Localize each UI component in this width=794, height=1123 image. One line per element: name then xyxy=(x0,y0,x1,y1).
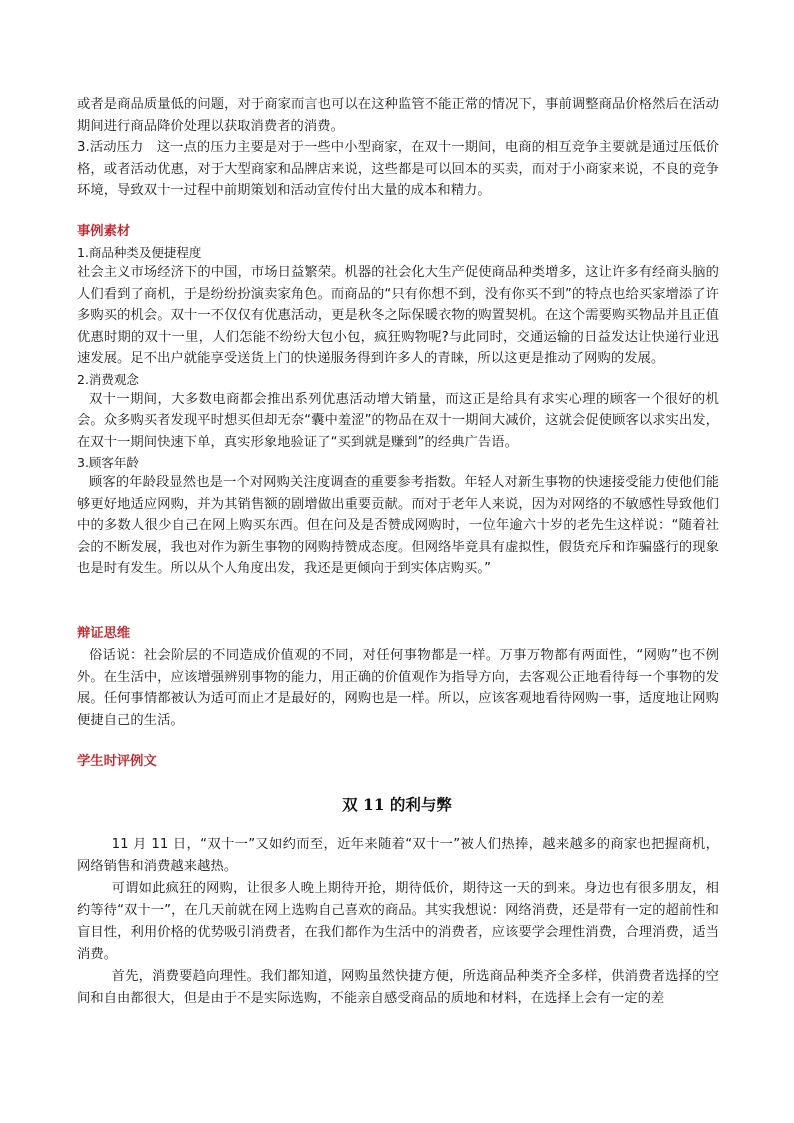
case-item-3-body: 顾客的年龄段显然也是一个对网购关注度调查的重要参考指数。年轻人对新生事物的快速接受能力使他们能够更好地适应网购，并为其销售额的剧增做出重要贡献。而对于老年人来说，因为对网络的不敏感性导致他们中的多数人很少自己在网上购买东西。但在问及是否赞成网购时，一位年逾六十岁的老先生这样说：“随着社会的不断发展，我也对作为新生事物的网购持赞成态度。但网络毕竟具有虚拟性，假货充斥和诈骗盛行的现象也是时有发生。所以从个人角度出发，我还是更倾向于到实体店购买。” xyxy=(77,475,719,576)
case-item-3-title: 3.顾客年龄 xyxy=(77,455,139,470)
essay-paragraph-2: 可谓如此疯狂的网购，让很多人晚上期待开抢，期待低价，期待这一天的到来。身边也有很多朋友，相约等待“双十一”，在几天前就在网上选购自己喜欢的商品。其实我想说：网络消费，还是带有一定的超前性和盲目性，利用价格的优势吸引消费者，在我们都作为生活中的消费者，应该要学会理性消费，合理消费，适当消费。 xyxy=(77,881,719,962)
case-item-1-body: 社会主义市场经济下的中国，市场日益繁荣。机器的社会化大生产促使商品种类增多，这让许多有经商头脑的人们看到了商机，于是纷纷扮演卖家角色。而商品的“只有你想不到，没有你买不到”的特点也给买家增添了许多购买的机会。双十一不仅仅有优惠活动，更是秋冬之际保暖衣物的购置契机。在这个需要购买物品并且正值优惠时期的双十一里，人们怎能不纷纷大包小包，疯狂购物呢?与此同时，交通运输的日益发达让快递行业迅速发展。足不出户就能享受送货上门的快递服务得到许多人的青睐，所以这更是推动了网购的发展。 xyxy=(77,265,719,366)
case-item-1-title: 1.商品种类及便捷程度 xyxy=(77,245,202,260)
dialectic-body: 俗话说：社会阶层的不同造成价值观的不同，对任何事物都是一样。万事万物都有两面性，“网购”也不例外。在生活中，应该增强辨别事物的能力，用正确的价值观作为指导方向，去客观公正地看待每一个事物的发展。任何事情都被认为适可而止才是最好的，网购也是一样。所以，应该客观地看待网购一事，适度地让网购便捷自己的生活。 xyxy=(77,648,719,728)
cases-heading: 事例素材 xyxy=(77,224,131,239)
case-item-2-title: 2.消费观念 xyxy=(77,371,139,387)
intro-section xyxy=(77,94,719,202)
essay-title: 双 11 的利与弊 xyxy=(342,795,452,814)
dialectic-heading: 辩证思维 xyxy=(77,626,131,641)
essay-paragraph-1: 11 月 11 日，“双十一”又如约而至，近年来随着“双十一”被人们热捧，越来越多的商家也把握商机，网络销售和消费越来越热。 xyxy=(77,837,719,874)
intro-paragraph-2: 3.活动压力 这一点的压力主要是对于一些中小型商家，在双十一期间，电商的相互竞争主要就是通过压低价格，或者活动优惠，对于大型商家和品牌店来说，这些都是可以回本的买卖，而对于小商家来说，不良的竞争环境，导致双十一过程中前期策划和活动宣传付出大量的成本和精力。 xyxy=(77,140,719,198)
intro-paragraph-1: 或者是商品质量低的问题，对于商家而言也可以在这种监管不能正常的情况下，事前调整商品价格然后在活动期间进行商品降价处理以获取消费者的消费。 xyxy=(77,97,719,134)
case-item-2-body: 双十一期间，大多数电商都会推出系列优惠活动增大销量，而这正是给具有求实心理的顾客一个很好的机会。众多购买者发现平时想买但却无奈“囊中羞涩”的物品在双十一期间大减价，这就会促使顾客以求实出发，在双十一期间快速下单，真实形象地验证了“买到就是赚到”的经典广告语。 xyxy=(77,391,719,450)
cases-section xyxy=(77,243,719,580)
essay-paragraph-3: 首先，消费要趋向理性。我们都知道，网购虽然快捷方便，所选商品种类齐全多样，供消费者选择的空间和自由都很大，但是由于不是实际选购，不能亲自感受商品的质地和材料，在选择上会有一定的差 xyxy=(77,969,719,1006)
essay-heading: 学生时评例文 xyxy=(77,754,157,769)
essay-section xyxy=(77,834,719,1010)
dialectic-section xyxy=(77,645,719,731)
